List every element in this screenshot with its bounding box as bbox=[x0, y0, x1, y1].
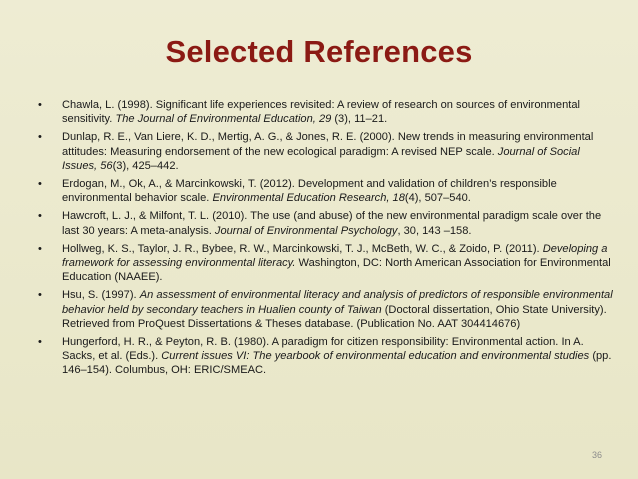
reference-details: (3), 11–21. bbox=[331, 113, 388, 126]
bullet-icon: • bbox=[38, 336, 42, 349]
bullet-icon: • bbox=[38, 99, 42, 111]
reference-details: , 30, 143 –158. bbox=[397, 224, 472, 237]
reference-text: Erdogan, M., Ok, A., & Marcinkowski, T. (2012). Development and validation of children’s responsible environmental behavior scale. bbox=[62, 178, 557, 205]
slide-title: Selected References bbox=[165, 34, 473, 69]
reference-item bbox=[38, 209, 618, 237]
reference-text: Hawcroft, L. J., & Milfont, T. L. (2010). The use (and abuse) of the new environmental paradigm scale over the last 30 years: A meta-analysis. bbox=[62, 210, 602, 237]
bullet-icon: • bbox=[38, 210, 42, 223]
reference-item bbox=[38, 242, 618, 285]
reference-source: The Journal of Environmental Education, 29 bbox=[115, 113, 332, 126]
reference-text: Dunlap, R. E., Van Liere, K. D., Mertig, A. G., & Jones, R. E. (2000). New trends in measuring environmental attitudes: Measuring endorsement of the new ecological paradigm: A revised NEP scale. bbox=[62, 131, 594, 158]
reference-item bbox=[38, 288, 618, 331]
reference-details: (3), 425–442. bbox=[112, 159, 179, 172]
bullet-icon: • bbox=[38, 178, 42, 191]
reference-details: Washington, DC: North American Association for Environmental Education (NAAEE). bbox=[62, 257, 611, 284]
bullet-icon: • bbox=[38, 131, 42, 144]
reference-text: Chawla, L. (1998). Significant life experiences revisited: A review of research on sources of environmental sensitivity. bbox=[62, 99, 580, 126]
reference-text: Hsu, S. (1997). bbox=[62, 289, 140, 302]
reference-item bbox=[38, 335, 618, 378]
reference-details: (4), 507–540. bbox=[404, 192, 471, 205]
reference-text: Hollweg, K. S., Taylor, J. R., Bybee, R. W., Marcinkowski, T. J., McBeth, W. C., & Zoido, P. (2011). bbox=[62, 242, 543, 255]
page-number: 36 bbox=[591, 450, 602, 460]
reference-item bbox=[38, 177, 618, 205]
reference-source: Journal of Environmental Psychology bbox=[214, 224, 398, 237]
reference-source: An assessment of environmental literacy and analysis of predictors of responsible environmental behavior held by secondary teachers in Hualien county of Taiwan bbox=[62, 289, 613, 316]
reference-source: Journal of Social Issues, 56 bbox=[62, 145, 580, 172]
reference-details: (pp. 146–154). Columbus, OH: ERIC/SMEAC. bbox=[62, 350, 612, 377]
bullet-icon: • bbox=[38, 289, 42, 302]
reference-details: (Doctoral dissertation, Ohio State University). Retrieved from ProQuest Dissertations & Theses database. (Publication No. AAT 304414676) bbox=[62, 303, 607, 330]
reference-list bbox=[38, 98, 618, 382]
reference-item bbox=[38, 98, 618, 126]
bullet-icon: • bbox=[38, 242, 42, 255]
reference-item bbox=[38, 130, 618, 173]
reference-text: Hungerford, H. R., & Peyton, R. B. (1980). A paradigm for citizen responsibility: Environmental action. In A. Sacks, et al. (Eds.). bbox=[62, 336, 584, 363]
reference-source: Current issues VI: The yearbook of environmental education and environmental studies bbox=[161, 350, 590, 363]
reference-source: Developing a framework for assessing environmental literacy. bbox=[62, 242, 608, 270]
reference-source: Environmental Education Research, 18 bbox=[212, 192, 405, 205]
